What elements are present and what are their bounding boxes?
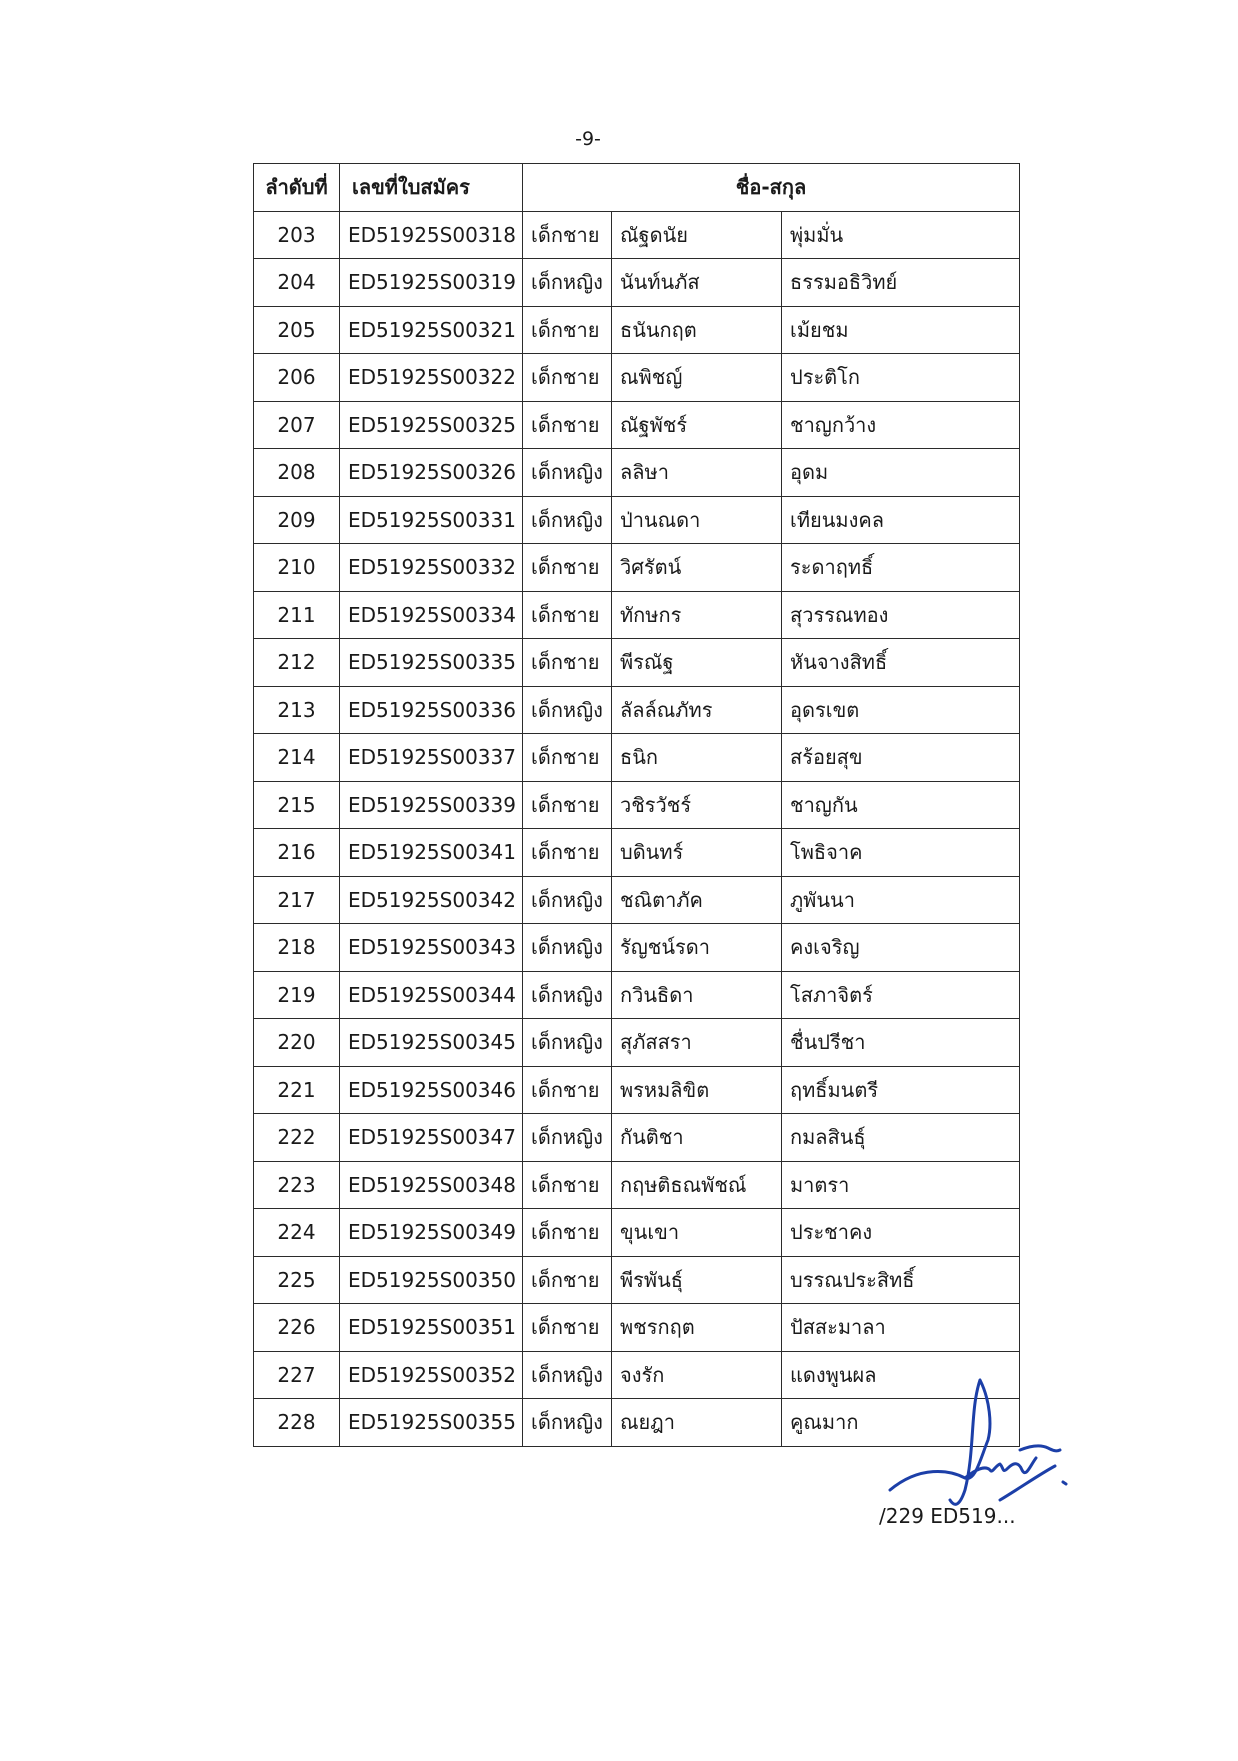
title-cell: เด็กชาย bbox=[523, 781, 612, 829]
application-number-cell: ED51925S00348 bbox=[340, 1161, 523, 1209]
first-name-cell: ป่านณดา bbox=[612, 496, 782, 544]
table-row bbox=[254, 1304, 1020, 1352]
application-number-cell: ED51925S00332 bbox=[340, 544, 523, 592]
application-number-cell: ED51925S00343 bbox=[340, 924, 523, 972]
last-name-cell: โสภาจิตร์ bbox=[782, 971, 1020, 1019]
table-row bbox=[254, 259, 1020, 307]
table-row bbox=[254, 971, 1020, 1019]
last-name-cell: แดงพูนผล bbox=[782, 1351, 1020, 1399]
order-cell: 210 bbox=[254, 544, 340, 592]
order-cell: 226 bbox=[254, 1304, 340, 1352]
application-number-cell: ED51925S00341 bbox=[340, 829, 523, 877]
first-name-cell: จงรัก bbox=[612, 1351, 782, 1399]
order-cell: 223 bbox=[254, 1161, 340, 1209]
first-name-cell: กวินธิดา bbox=[612, 971, 782, 1019]
title-cell: เด็กชาย bbox=[523, 1209, 612, 1257]
table-row bbox=[254, 1019, 1020, 1067]
title-cell: เด็กหญิง bbox=[523, 259, 612, 307]
application-number-cell: ED51925S00344 bbox=[340, 971, 523, 1019]
header-full-name: ชื่อ-สกุล bbox=[523, 164, 1020, 212]
first-name-cell: วิศรัตน์ bbox=[612, 544, 782, 592]
last-name-cell: คงเจริญ bbox=[782, 924, 1020, 972]
last-name-cell: มาตรา bbox=[782, 1161, 1020, 1209]
title-cell: เด็กชาย bbox=[523, 639, 612, 687]
first-name-cell: ชณิตาภัค bbox=[612, 876, 782, 924]
last-name-cell: ระดาฤทธิ์ bbox=[782, 544, 1020, 592]
first-name-cell: ธนันกฤต bbox=[612, 306, 782, 354]
application-number-cell: ED51925S00342 bbox=[340, 876, 523, 924]
table-row bbox=[254, 496, 1020, 544]
first-name-cell: ณัฐพัชร์ bbox=[612, 401, 782, 449]
order-cell: 227 bbox=[254, 1351, 340, 1399]
last-name-cell: สร้อยสุข bbox=[782, 734, 1020, 782]
title-cell: เด็กชาย bbox=[523, 306, 612, 354]
last-name-cell: เม้ยชม bbox=[782, 306, 1020, 354]
first-name-cell: ลัลล์ณภัทร bbox=[612, 686, 782, 734]
application-number-cell: ED51925S00339 bbox=[340, 781, 523, 829]
title-cell: เด็กหญิง bbox=[523, 1351, 612, 1399]
order-cell: 219 bbox=[254, 971, 340, 1019]
table-header-row bbox=[254, 164, 1020, 212]
application-number-cell: ED51925S00350 bbox=[340, 1256, 523, 1304]
last-name-cell: กมลสินธุ์ bbox=[782, 1114, 1020, 1162]
applicant-table bbox=[253, 163, 1020, 1447]
last-name-cell: ชาญกัน bbox=[782, 781, 1020, 829]
title-cell: เด็กหญิง bbox=[523, 1114, 612, 1162]
order-cell: 228 bbox=[254, 1399, 340, 1447]
order-cell: 207 bbox=[254, 401, 340, 449]
page-number: -9- bbox=[575, 128, 601, 150]
last-name-cell: อุดรเขต bbox=[782, 686, 1020, 734]
title-cell: เด็กหญิง bbox=[523, 924, 612, 972]
order-cell: 222 bbox=[254, 1114, 340, 1162]
application-number-cell: ED51925S00335 bbox=[340, 639, 523, 687]
first-name-cell: ณยฎา bbox=[612, 1399, 782, 1447]
title-cell: เด็กชาย bbox=[523, 829, 612, 877]
table-row bbox=[254, 211, 1020, 259]
first-name-cell: ลลิษา bbox=[612, 449, 782, 497]
first-name-cell: ทักษกร bbox=[612, 591, 782, 639]
first-name-cell: พชรกฤต bbox=[612, 1304, 782, 1352]
application-number-cell: ED51925S00334 bbox=[340, 591, 523, 639]
order-cell: 215 bbox=[254, 781, 340, 829]
title-cell: เด็กชาย bbox=[523, 734, 612, 782]
order-cell: 224 bbox=[254, 1209, 340, 1257]
table-row bbox=[254, 591, 1020, 639]
application-number-cell: ED51925S00346 bbox=[340, 1066, 523, 1114]
application-number-cell: ED51925S00345 bbox=[340, 1019, 523, 1067]
title-cell: เด็กชาย bbox=[523, 1304, 612, 1352]
title-cell: เด็กชาย bbox=[523, 544, 612, 592]
title-cell: เด็กชาย bbox=[523, 354, 612, 402]
last-name-cell: พุ่มมั่น bbox=[782, 211, 1020, 259]
title-cell: เด็กหญิง bbox=[523, 449, 612, 497]
first-name-cell: ณพิชญ์ bbox=[612, 354, 782, 402]
last-name-cell: เทียนมงคล bbox=[782, 496, 1020, 544]
order-cell: 208 bbox=[254, 449, 340, 497]
first-name-cell: กันติชา bbox=[612, 1114, 782, 1162]
application-number-cell: ED51925S00331 bbox=[340, 496, 523, 544]
order-cell: 205 bbox=[254, 306, 340, 354]
continuation-note: /229 ED519... bbox=[879, 1504, 1016, 1528]
order-cell: 211 bbox=[254, 591, 340, 639]
last-name-cell: ธรรมอธิวิทย์ bbox=[782, 259, 1020, 307]
title-cell: เด็กชาย bbox=[523, 591, 612, 639]
first-name-cell: ขุนเขา bbox=[612, 1209, 782, 1257]
last-name-cell: ชื่นปรีชา bbox=[782, 1019, 1020, 1067]
title-cell: เด็กหญิง bbox=[523, 686, 612, 734]
title-cell: เด็กชาย bbox=[523, 1161, 612, 1209]
table-row bbox=[254, 449, 1020, 497]
last-name-cell: บรรณประสิทธิ์ bbox=[782, 1256, 1020, 1304]
table-row bbox=[254, 876, 1020, 924]
application-number-cell: ED51925S00322 bbox=[340, 354, 523, 402]
last-name-cell: คูณมาก bbox=[782, 1399, 1020, 1447]
first-name-cell: นันท์นภัส bbox=[612, 259, 782, 307]
last-name-cell: หันจางสิทธิ์ bbox=[782, 639, 1020, 687]
first-name-cell: ณัฐดนัย bbox=[612, 211, 782, 259]
application-number-cell: ED51925S00319 bbox=[340, 259, 523, 307]
title-cell: เด็กชาย bbox=[523, 401, 612, 449]
header-application-number: เลขที่ใบสมัคร bbox=[340, 164, 523, 212]
last-name-cell: อุดม bbox=[782, 449, 1020, 497]
first-name-cell: พีรพันธุ์ bbox=[612, 1256, 782, 1304]
table-row bbox=[254, 1161, 1020, 1209]
first-name-cell: รัญชน์รดา bbox=[612, 924, 782, 972]
application-number-cell: ED51925S00347 bbox=[340, 1114, 523, 1162]
table-row bbox=[254, 544, 1020, 592]
table-row bbox=[254, 924, 1020, 972]
first-name-cell: สุภัสสรา bbox=[612, 1019, 782, 1067]
application-number-cell: ED51925S00321 bbox=[340, 306, 523, 354]
table-row bbox=[254, 1209, 1020, 1257]
table-row bbox=[254, 1114, 1020, 1162]
table-body bbox=[254, 211, 1020, 1446]
application-number-cell: ED51925S00355 bbox=[340, 1399, 523, 1447]
order-cell: 214 bbox=[254, 734, 340, 782]
header-order: ลำดับที่ bbox=[254, 164, 340, 212]
table-row bbox=[254, 639, 1020, 687]
table-row bbox=[254, 354, 1020, 402]
order-cell: 217 bbox=[254, 876, 340, 924]
order-cell: 212 bbox=[254, 639, 340, 687]
order-cell: 218 bbox=[254, 924, 340, 972]
table-row bbox=[254, 306, 1020, 354]
title-cell: เด็กหญิง bbox=[523, 876, 612, 924]
last-name-cell: ประติโก bbox=[782, 354, 1020, 402]
order-cell: 216 bbox=[254, 829, 340, 877]
signature-icon bbox=[880, 1370, 1070, 1510]
order-cell: 220 bbox=[254, 1019, 340, 1067]
application-number-cell: ED51925S00318 bbox=[340, 211, 523, 259]
last-name-cell: โพธิจาค bbox=[782, 829, 1020, 877]
first-name-cell: วชิรวัชร์ bbox=[612, 781, 782, 829]
application-number-cell: ED51925S00351 bbox=[340, 1304, 523, 1352]
title-cell: เด็กหญิง bbox=[523, 1399, 612, 1447]
order-cell: 221 bbox=[254, 1066, 340, 1114]
title-cell: เด็กชาย bbox=[523, 1066, 612, 1114]
first-name-cell: บดินทร์ bbox=[612, 829, 782, 877]
table-row bbox=[254, 1066, 1020, 1114]
last-name-cell: ปัสสะมาลา bbox=[782, 1304, 1020, 1352]
last-name-cell: ชาญกว้าง bbox=[782, 401, 1020, 449]
first-name-cell: กฤษติธณพัชณ์ bbox=[612, 1161, 782, 1209]
table-row bbox=[254, 401, 1020, 449]
table-row bbox=[254, 686, 1020, 734]
order-cell: 203 bbox=[254, 211, 340, 259]
table-row bbox=[254, 829, 1020, 877]
title-cell: เด็กหญิง bbox=[523, 971, 612, 1019]
application-number-cell: ED51925S00326 bbox=[340, 449, 523, 497]
order-cell: 213 bbox=[254, 686, 340, 734]
last-name-cell: ฤทธิ์มนตรี bbox=[782, 1066, 1020, 1114]
application-number-cell: ED51925S00337 bbox=[340, 734, 523, 782]
title-cell: เด็กหญิง bbox=[523, 1019, 612, 1067]
application-number-cell: ED51925S00352 bbox=[340, 1351, 523, 1399]
title-cell: เด็กหญิง bbox=[523, 496, 612, 544]
title-cell: เด็กชาย bbox=[523, 1256, 612, 1304]
application-number-cell: ED51925S00325 bbox=[340, 401, 523, 449]
application-number-cell: ED51925S00336 bbox=[340, 686, 523, 734]
last-name-cell: ประชาคง bbox=[782, 1209, 1020, 1257]
table-row bbox=[254, 781, 1020, 829]
table-row bbox=[254, 734, 1020, 782]
table-row bbox=[254, 1256, 1020, 1304]
last-name-cell: ภูพันนา bbox=[782, 876, 1020, 924]
order-cell: 209 bbox=[254, 496, 340, 544]
first-name-cell: พีรณัฐ bbox=[612, 639, 782, 687]
first-name-cell: พรหมลิขิต bbox=[612, 1066, 782, 1114]
application-number-cell: ED51925S00349 bbox=[340, 1209, 523, 1257]
order-cell: 225 bbox=[254, 1256, 340, 1304]
last-name-cell: สุวรรณทอง bbox=[782, 591, 1020, 639]
title-cell: เด็กชาย bbox=[523, 211, 612, 259]
order-cell: 204 bbox=[254, 259, 340, 307]
order-cell: 206 bbox=[254, 354, 340, 402]
first-name-cell: ธนิก bbox=[612, 734, 782, 782]
